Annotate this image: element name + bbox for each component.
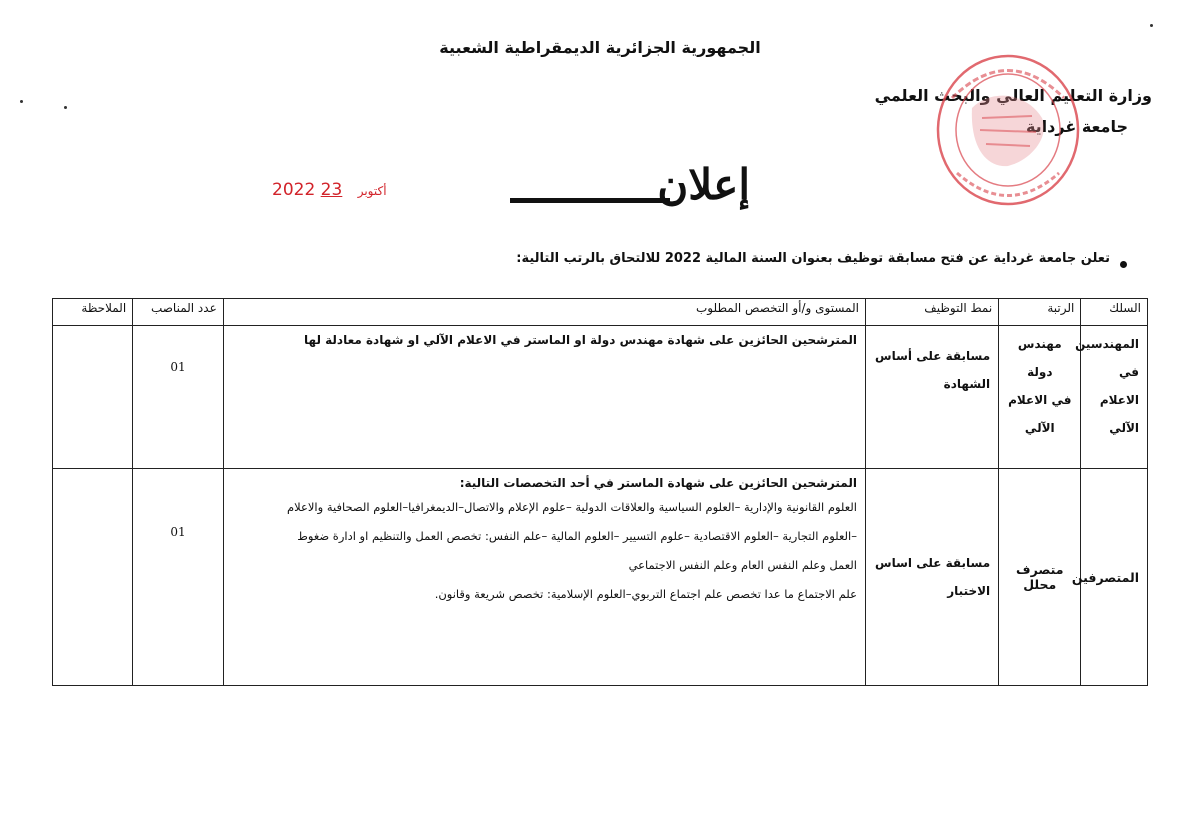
scan-speck bbox=[20, 100, 23, 103]
corps-line: الآلي bbox=[1109, 421, 1139, 435]
cell-grade bbox=[999, 326, 1081, 469]
scan-speck bbox=[1150, 24, 1153, 27]
date-month: أكتوبر bbox=[357, 184, 387, 198]
specialty-line: العلوم القانونية والإدارية –العلوم السياسية والعلاقات الدولية –علوم الإعلام والاتصال–الديمغرافيا–العلوم الصحافية والاعلام bbox=[287, 500, 857, 514]
requirement-text: المترشحين الحائزين على شهادة الماستر في أحد التخصصات التالية: bbox=[459, 476, 857, 490]
specialty-list bbox=[232, 493, 857, 609]
table-header-row bbox=[53, 299, 1148, 326]
mode-line: الاختبار bbox=[947, 584, 991, 598]
cell-corps bbox=[1075, 326, 1148, 469]
cell-mode bbox=[865, 469, 998, 686]
cell-requirement bbox=[223, 469, 865, 686]
cell-requirement: المترشحين الحائزين على شهادة مهندس دولة او الماستر في الاعلام الآلي او شهادة معادلة لها bbox=[223, 326, 865, 469]
corps-line: المهندسين bbox=[1075, 337, 1139, 351]
header-mode: نمط التوظيف bbox=[865, 299, 998, 326]
republic-heading: الجمهورية الجزائرية الديمقراطية الشعبية bbox=[439, 38, 761, 57]
announcement-title bbox=[470, 160, 750, 220]
scan-speck bbox=[64, 106, 67, 109]
header-level: المستوى و/أو التخصص المطلوب bbox=[223, 299, 865, 326]
header-notes: الملاحظة bbox=[53, 299, 133, 326]
announcement-text: تعلن جامعة غرداية عن فتح مسابقة توظيف بعنوان السنة المالية 2022 للالتحاق بالرتب التالية: bbox=[516, 251, 1110, 266]
grade-line: في الاعلام bbox=[1008, 393, 1072, 407]
cell-notes bbox=[53, 326, 133, 469]
header-corps: السلك bbox=[1081, 299, 1148, 326]
mode-line: مسابقة على أساس bbox=[875, 349, 991, 363]
table-row bbox=[53, 469, 1148, 686]
specialty-line: العمل وعلم النفس العام وعلم النفس الاجتماعي bbox=[628, 558, 857, 572]
grade-line: الآلي bbox=[1024, 421, 1055, 435]
title-text: إعلان bbox=[657, 160, 750, 209]
mode-line: مسابقة على اساس bbox=[875, 556, 991, 570]
specialty-line: علم الاجتماع ما عدا تخصص علم اجتماع التربوي–العلوم الإسلامية: تخصص شريعة وقانون. bbox=[434, 587, 857, 601]
header-grade: الرتبة bbox=[999, 299, 1081, 326]
specialty-line: –العلوم التجارية –العلوم الاقتصادية –علوم التسيير –العلوم المالية –علم النفس: تخصص العمل والتنظيم او ادارة ضغوط bbox=[297, 529, 857, 543]
cell-notes bbox=[53, 469, 133, 686]
university-seal-stamp bbox=[932, 48, 1084, 208]
cell-mode bbox=[865, 326, 998, 469]
bullet-icon bbox=[1120, 261, 1127, 268]
date-day: 23 bbox=[320, 180, 343, 200]
title-kashida-line bbox=[510, 198, 670, 203]
table-row bbox=[53, 326, 1148, 469]
cell-count: 01 bbox=[133, 326, 224, 469]
date-year: 2022 bbox=[272, 180, 316, 200]
grade-line: مهندس دولة bbox=[1017, 337, 1062, 379]
corps-line: في الاعلام bbox=[1099, 365, 1139, 407]
cell-grade: متصرف محلل bbox=[999, 469, 1081, 686]
header-count: عدد المناصب bbox=[133, 299, 224, 326]
university-heading: جامعة غرداية bbox=[1025, 117, 1128, 136]
positions-table bbox=[52, 298, 1148, 686]
cell-corps: المتصرفين bbox=[1081, 469, 1148, 686]
mode-line: الشهادة bbox=[943, 377, 991, 391]
date-stamp bbox=[272, 180, 395, 200]
cell-count: 01 bbox=[133, 469, 224, 686]
ministry-heading: وزارة التعليم العالي والبحث العلمي bbox=[874, 86, 1152, 105]
